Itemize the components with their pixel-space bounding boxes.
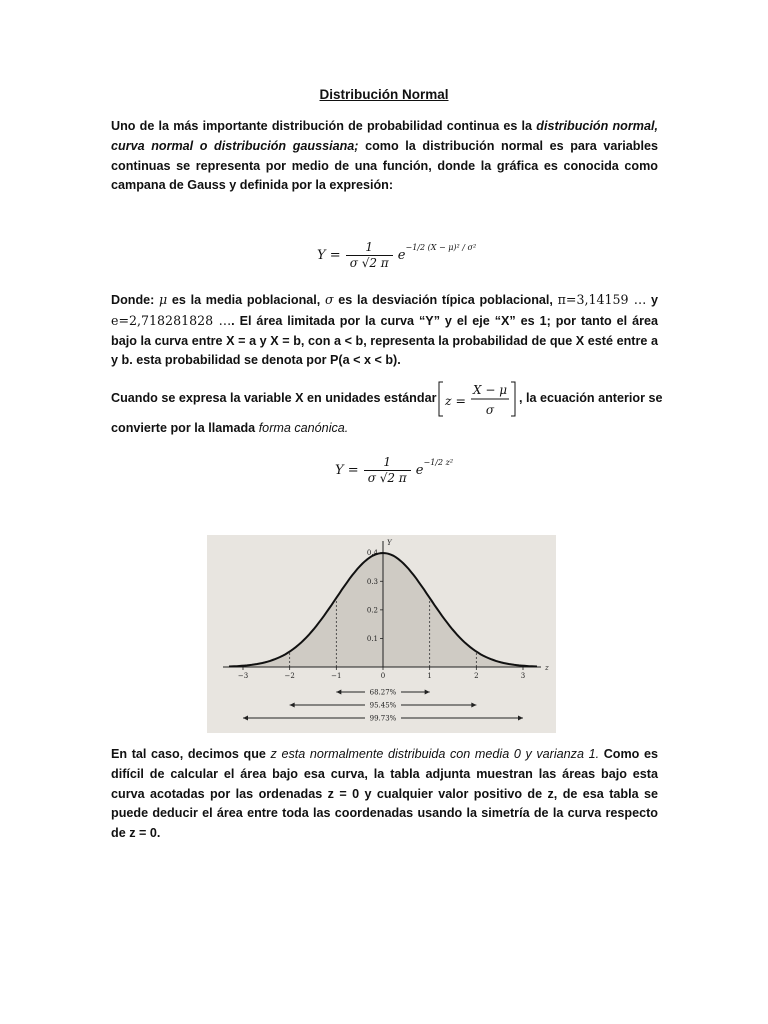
z-numerator: X − μ (472, 383, 508, 397)
standard-units-text-a: Cuando se expresa la variable X en unidades estándar (111, 391, 437, 405)
arrow-left-icon (290, 703, 295, 708)
definitions-text-c: es la desviación típica poblacional, (333, 293, 558, 307)
conclusion-text-a: En tal caso, decimos que (111, 747, 271, 761)
formula1-fraction (346, 240, 393, 271)
x-axis-label: z (545, 664, 549, 672)
canonical-text: convierte por la llamada (111, 421, 259, 435)
arrow-right-icon (471, 703, 476, 708)
conclusion-italic: z esta normalmente distribuida con media 0 y varianza 1. (270, 747, 600, 761)
formula1-denominator: σ √2 π (349, 256, 389, 270)
formula1-base: e (397, 248, 406, 263)
formula2-numerator: 1 (364, 455, 411, 471)
standard-units-text-b: , la ecuación anterior se (519, 391, 663, 405)
normal-curve-chart (207, 535, 556, 733)
definitions-text-a: Donde: (111, 293, 160, 307)
y-tick-label: 0.4 (366, 549, 378, 558)
range-percentage-label: 68.27% (369, 688, 397, 697)
normal-curve-figure (207, 535, 556, 733)
definitions-paragraph (111, 290, 658, 371)
arrow-left-icon (336, 690, 341, 695)
conclusion-text-b: Como es difícil de calcular el área bajo esa curva, la tabla adjunta muestran las áreas bajo esta curva acotadas por las ordenadas z = 0 y cualquier valor positivo de z, de esa tabla se puede deducir el área entre toda las coordenadas usando la simetría de la curva respecto de z = 0. (111, 747, 658, 841)
y-tick-label: 0.3 (366, 577, 378, 586)
y-tick-label: 0.1 (366, 634, 378, 643)
arrow-right-icon (518, 716, 523, 721)
x-tick-label: 0 (380, 672, 386, 680)
canonical-italic: forma canónica. (258, 421, 349, 435)
arrow-right-icon (425, 690, 430, 695)
y-tick-label: 0.2 (366, 606, 378, 615)
x-tick-label: −2 (284, 672, 295, 680)
page-title: Distribución Normal (319, 87, 449, 102)
pi-value: π=3,14159 … (557, 292, 647, 307)
range-percentage-label: 99.73% (369, 714, 397, 723)
formula2-exponent: −1/2 z² (423, 458, 454, 467)
formula2-lhs: Y = (335, 463, 359, 478)
normal-density-formula (317, 240, 476, 271)
e-value: e=2,718281828 … (111, 312, 232, 328)
canonical-line (111, 419, 658, 439)
conclusion-paragraph (111, 745, 658, 844)
definitions-text-d: y (646, 293, 658, 307)
standard-units-paragraph (111, 380, 663, 420)
intro-text-1: Uno de la más importante distribución de probabilidad continua es la (111, 119, 537, 133)
x-tick-label: −3 (237, 672, 249, 680)
sigma-symbol: σ (324, 292, 334, 307)
x-tick-label: 2 (474, 672, 479, 680)
x-tick-label: −1 (331, 672, 342, 680)
z-symbol: z = (445, 393, 467, 408)
canonical-formula (335, 455, 453, 486)
formula2-denominator: σ √2 π (367, 471, 407, 485)
range-percentage-label: 95.45% (369, 701, 397, 710)
intro-italic: distribución normal, curva normal o distribución gaussiana; (111, 119, 658, 153)
arrow-left-icon (243, 716, 248, 721)
formula1-numerator: 1 (346, 240, 393, 256)
formula2-base: e (415, 463, 424, 478)
x-tick-label: 1 (427, 672, 432, 680)
mu-symbol: μ (159, 292, 168, 307)
y-axis-label: Y (387, 539, 392, 547)
x-tick-label: 3 (520, 672, 526, 680)
definitions-text-b: es la media poblacional, (167, 293, 325, 307)
formula2-fraction (364, 455, 411, 486)
intro-text-2: como la distribución normal es para variables continuas se representa por medio de una función, donde la gráfica es conocida como campana de Gauss y definida por la expresión: (111, 138, 659, 193)
formula1-lhs: Y = (317, 248, 341, 263)
formula1-exponent: −1/2 (X − μ)² / σ² (405, 243, 477, 252)
intro-paragraph (111, 117, 658, 196)
definitions-text-f: . El área limitada por la curva “Y” y el eje “X” es 1; por tanto el área bajo la curva entre X = a y X = b, con a < b, representa la probabilidad de que X esté entre a y b. esta probabilidad se denota por P(a < x < b). (111, 313, 659, 368)
z-denominator: σ (485, 403, 495, 417)
